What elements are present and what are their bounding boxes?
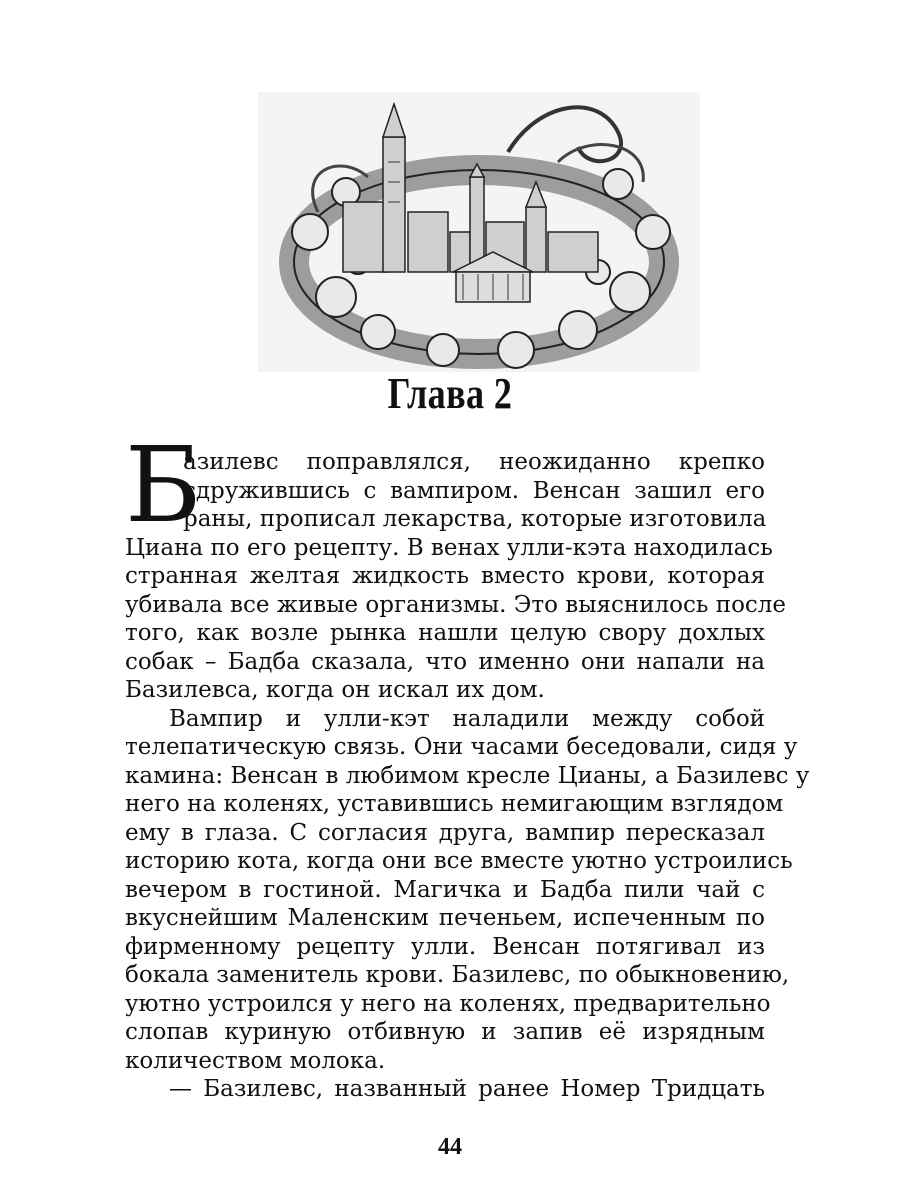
text-line: телепатическую связь. Они часами беседовали, сидя у — [125, 734, 798, 760]
text-line: уютно устроился у него на коленях, предварительно — [125, 990, 771, 1017]
text-line: странная желтая жидкость вместо крови, которая — [125, 563, 765, 589]
text-line: раны, прописал лекарства, которые изготовила — [183, 506, 767, 532]
text-line: убивала все живые организмы. Это выяснилось после — [125, 591, 787, 618]
text-line: — Базилевс, названный ранее Номер Тридцать — [169, 1076, 765, 1102]
text-line: камина: Венсан в любимом кресле Цианы, а Базилевс у — [125, 762, 810, 789]
chapter-title: Глава 2 — [387, 369, 513, 418]
drop-cap: Б — [125, 424, 202, 546]
text-line: Базилевса, когда он искал их дом. — [125, 677, 545, 703]
chapter-illustration — [258, 92, 700, 372]
text-line: историю кота, когда они все вместе уютно устроились — [125, 848, 793, 874]
text-line: того, как возле рынка нашли целую свору дохлых — [125, 620, 765, 646]
text-line: сдружившись с вампиром. Венсан зашил его — [183, 477, 765, 504]
text-line: Циана по его рецепту. В венах улли-кэта находилась — [125, 534, 773, 561]
text-line: азилевс поправлялся, неожиданно крепко — [183, 449, 765, 475]
text-line: него на коленях, уставившись немигающим взглядом — [125, 791, 784, 817]
text-line: собак – Бадба сказала, что именно они напали на — [125, 648, 765, 675]
text-line: вечером в гостиной. Магичка и Бадба пили чай с — [125, 876, 765, 903]
text-line: количеством молока. — [125, 1047, 386, 1074]
text-line: бокала заменитель крови. Базилевс, по обыкновению, — [125, 962, 790, 988]
text-line: фирменному рецепту улли. Венсан потягивал из — [125, 933, 765, 960]
text-line: Вампир и улли-кэт наладили между собой — [169, 705, 765, 732]
text-line: ему в глаза. С согласия друга, вампир пересказал — [125, 819, 765, 846]
text-line: слопав куриную отбивную и запив её изрядным — [125, 1019, 765, 1045]
text-line: вкуснейшим Маленским печеньем, испеченным по — [125, 905, 765, 931]
body-text — [125, 448, 810, 1104]
page-number: 44 — [438, 1134, 462, 1160]
